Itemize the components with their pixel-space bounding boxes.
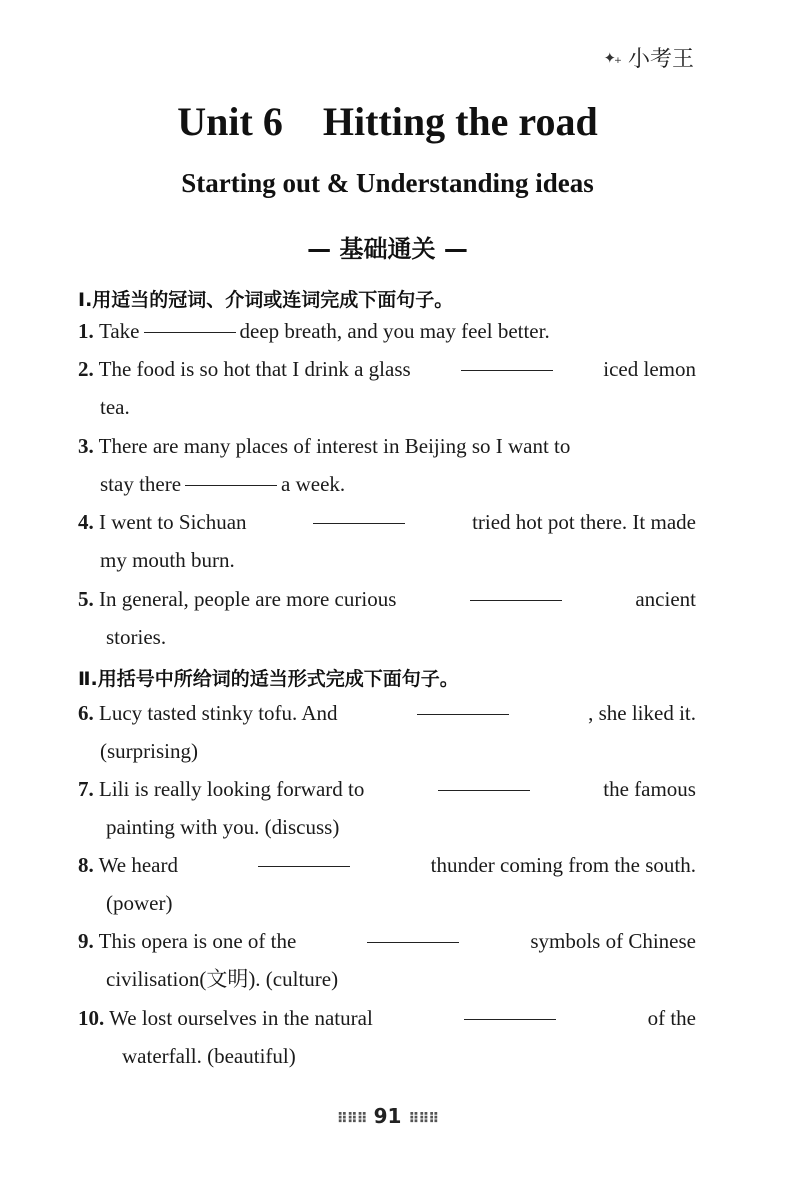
answer-blank[interactable] bbox=[461, 350, 553, 371]
question-number: 5. bbox=[78, 587, 94, 611]
brand-logo bbox=[603, 42, 694, 73]
question-number: 10. bbox=[78, 1006, 105, 1030]
answer-blank[interactable] bbox=[417, 694, 509, 715]
answer-blank[interactable] bbox=[185, 465, 277, 486]
lesson-subtitle: Starting out & Understanding ideas bbox=[181, 168, 594, 198]
brand-name: 小考王 bbox=[627, 47, 694, 72]
question-text: stories. bbox=[106, 625, 167, 649]
page-number: 91 bbox=[373, 1104, 402, 1128]
dots-left-icon: ⠿⠿⠿ bbox=[336, 1111, 367, 1127]
question-number: 3. bbox=[78, 434, 94, 458]
question-text: tea. bbox=[100, 395, 130, 419]
question-text: We heard bbox=[98, 853, 178, 877]
answer-blank[interactable] bbox=[470, 580, 562, 601]
sparkle-icon: ✦₊ bbox=[603, 48, 620, 67]
question-number: 7. bbox=[78, 777, 94, 801]
question-text: waterfall. (beautiful) bbox=[122, 1044, 296, 1068]
question-number: 8. bbox=[78, 853, 94, 877]
question-number: 9. bbox=[78, 929, 94, 953]
question-text: This opera is one of the bbox=[98, 929, 297, 953]
question-number: 6. bbox=[78, 701, 94, 725]
question-text: stay there bbox=[100, 472, 182, 496]
answer-blank[interactable] bbox=[144, 312, 236, 333]
question-text: ancient bbox=[635, 587, 696, 611]
question-text: thunder coming from the south. bbox=[430, 853, 696, 877]
question-6 bbox=[78, 694, 696, 770]
question-text: deep breath, and you may feel better. bbox=[239, 319, 550, 343]
answer-blank[interactable] bbox=[438, 770, 530, 791]
question-number: 2. bbox=[78, 357, 94, 381]
question-text: civilisation(文明). (culture) bbox=[106, 967, 339, 991]
question-1 bbox=[78, 312, 696, 350]
question-text: the famous bbox=[603, 777, 696, 801]
unit-title: Unit 6 Hitting the road bbox=[177, 99, 598, 144]
question-text: I went to Sichuan bbox=[99, 510, 247, 534]
question-text: We lost ourselves in the natural bbox=[109, 1006, 373, 1030]
question-3 bbox=[78, 427, 696, 503]
question-7 bbox=[78, 770, 696, 846]
question-text: Lucy tasted stinky tofu. And bbox=[99, 701, 338, 725]
section-2-heading: Ⅱ.用括号中所给词的适当形式完成下面句子。 bbox=[78, 668, 459, 690]
question-text: There are many places of interest in Beijing so I want to bbox=[98, 434, 571, 458]
answer-blank[interactable] bbox=[258, 846, 350, 867]
question-number: 4. bbox=[78, 510, 94, 534]
dots-right-icon: ⠿⠿⠿ bbox=[408, 1111, 439, 1127]
question-10 bbox=[78, 999, 696, 1075]
question-2 bbox=[78, 350, 696, 426]
question-9 bbox=[78, 922, 696, 998]
answer-blank[interactable] bbox=[367, 922, 459, 943]
question-text: , she liked it. bbox=[588, 701, 696, 725]
question-text: Take bbox=[99, 319, 140, 343]
question-text: (power) bbox=[106, 891, 173, 915]
question-text: a week. bbox=[281, 472, 346, 496]
question-number: 1. bbox=[78, 319, 94, 343]
question-text: The food is so hot that I drink a glass bbox=[98, 357, 411, 381]
question-5 bbox=[78, 580, 696, 656]
question-text: In general, people are more curious bbox=[99, 587, 397, 611]
question-text: (surprising) bbox=[100, 739, 198, 763]
question-text: of the bbox=[647, 1006, 696, 1030]
question-text: iced lemon bbox=[603, 357, 696, 381]
question-text: tried hot pot there. It made bbox=[472, 510, 696, 534]
answer-blank[interactable] bbox=[464, 999, 556, 1020]
question-text: Lili is really looking forward to bbox=[99, 777, 365, 801]
question-4 bbox=[78, 503, 696, 579]
section-banner: — 基础通关 — bbox=[307, 235, 468, 263]
answer-blank[interactable] bbox=[313, 503, 405, 524]
page-number-footer bbox=[0, 1104, 775, 1128]
question-text: painting with you. (discuss) bbox=[106, 815, 340, 839]
question-text: my mouth burn. bbox=[100, 548, 235, 572]
question-text: symbols of Chinese bbox=[530, 929, 696, 953]
question-8 bbox=[78, 846, 696, 922]
section-1-heading: Ⅰ.用适当的冠词、介词或连词完成下面句子。 bbox=[78, 289, 454, 311]
